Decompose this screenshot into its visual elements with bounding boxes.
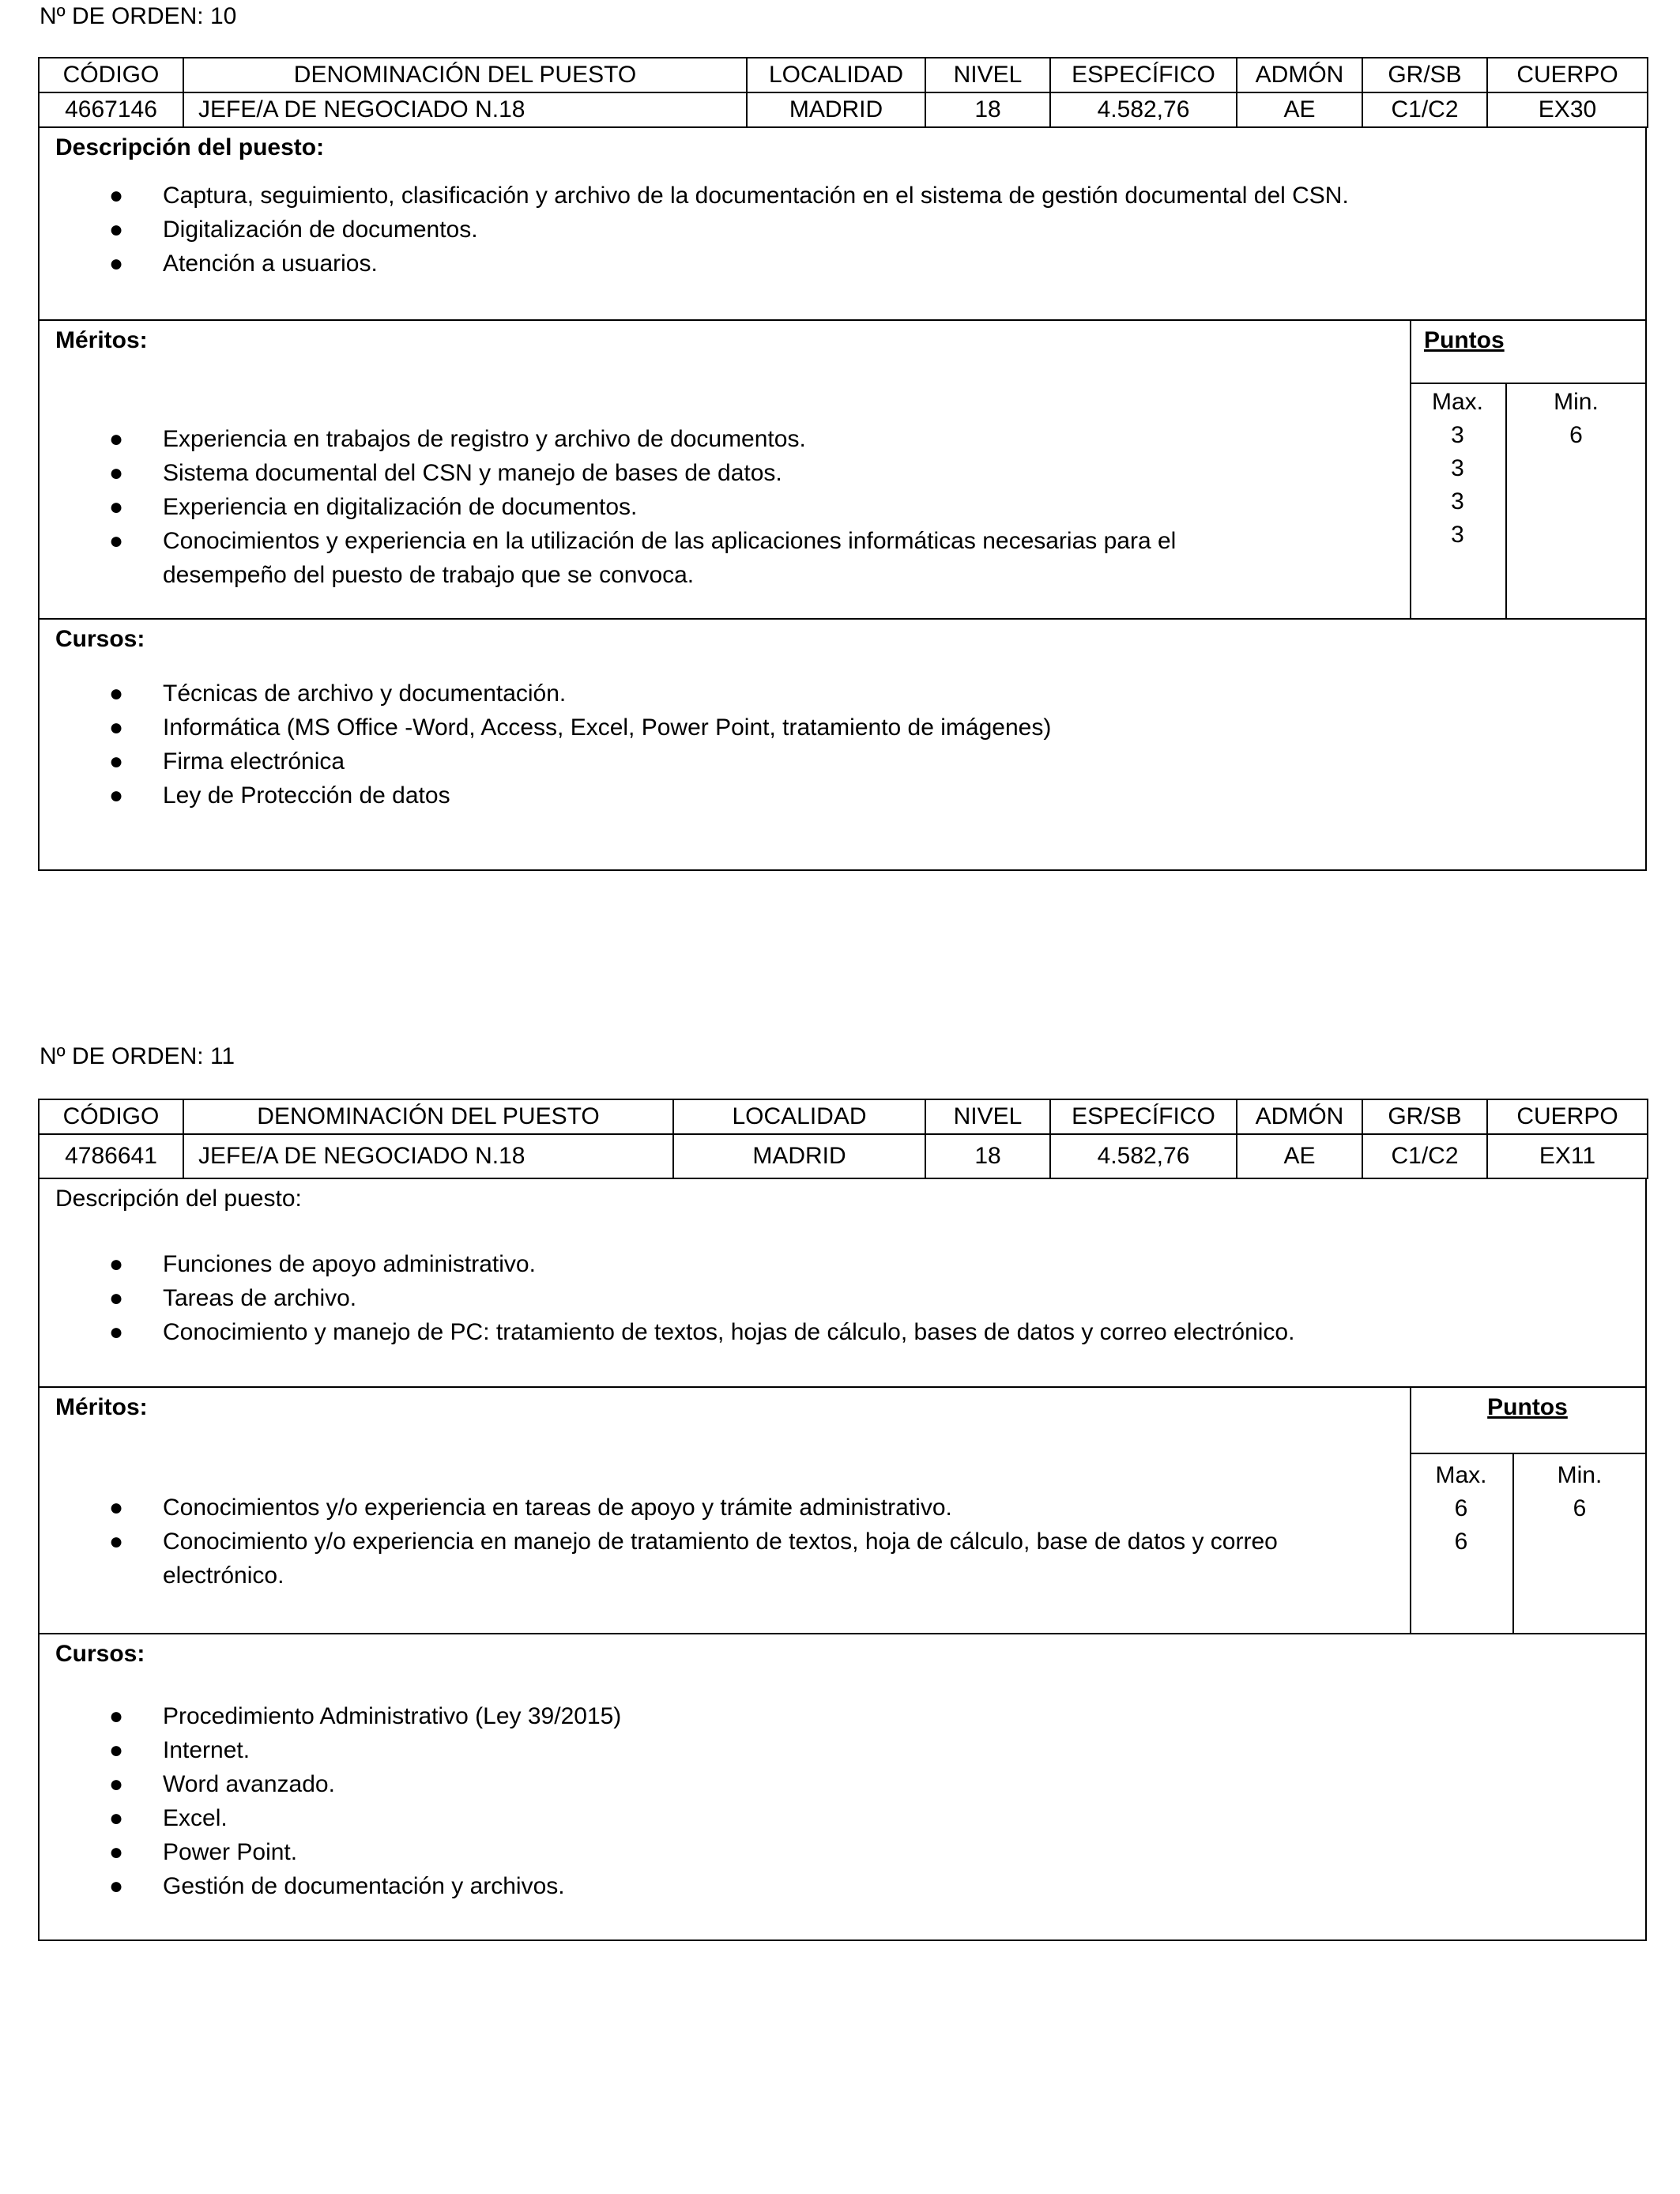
value-cell: MADRID	[673, 1134, 925, 1178]
bullet-icon: ●	[109, 714, 124, 741]
value-row	[39, 92, 1648, 127]
merits-content	[40, 321, 1411, 618]
value-cell: 18	[925, 1134, 1050, 1178]
header-cell: NIVEL	[925, 1099, 1050, 1134]
value-cell: EX11	[1487, 1134, 1648, 1178]
value-row	[39, 1134, 1648, 1178]
header-row	[39, 1099, 1648, 1134]
list-item: ● Power Point.	[40, 1835, 621, 1869]
points-max-column	[1410, 1459, 1512, 1633]
section-title: Descripción del puesto:	[55, 1186, 302, 1212]
merits-list	[40, 1491, 1383, 1593]
list-item: ● Ley de Protección de datos	[40, 778, 1051, 812]
min-value: 6	[1569, 422, 1583, 448]
order-number-label: Nº DE ORDEN: 10	[40, 3, 237, 29]
merits-section	[38, 321, 1647, 620]
points-title: Puntos	[1487, 1394, 1568, 1420]
list-item: ● Firma electrónica	[40, 745, 1051, 778]
max-value: 3	[1451, 422, 1464, 448]
bullet-icon: ●	[109, 217, 124, 243]
header-cell: CUERPO	[1487, 58, 1648, 92]
value-cell: MADRID	[747, 92, 925, 127]
value-cell: JEFE/A DE NEGOCIADO N.18	[183, 92, 747, 127]
order-number-label: Nº DE ORDEN: 11	[40, 1043, 235, 1069]
bullet-icon: ●	[109, 426, 124, 452]
job-block	[38, 1099, 1647, 1941]
header-cell: NIVEL	[925, 58, 1050, 92]
header-cell: DENOMINACIÓN DEL PUESTO	[183, 58, 747, 92]
bullet-icon: ●	[109, 1873, 124, 1899]
section-title: Méritos:	[55, 1394, 148, 1420]
courses-list	[40, 1699, 621, 1903]
header-cell: GR/SB	[1362, 1099, 1487, 1134]
value-cell: 4.582,76	[1050, 92, 1237, 127]
list-item: ● Conocimiento y manejo de PC: tratamiento de textos, hojas de cálculo, bases de datos y correo electrónico.	[40, 1315, 1294, 1349]
bullet-icon: ●	[109, 748, 124, 775]
list-item: ● Experiencia en digitalización de documentos.	[40, 490, 1304, 524]
header-cell: CÓDIGO	[39, 1099, 183, 1134]
bullet-icon: ●	[109, 1319, 124, 1345]
header-cell: GR/SB	[1362, 58, 1487, 92]
merits-content	[40, 1388, 1411, 1633]
value-cell: EX30	[1487, 92, 1648, 127]
bullet-icon: ●	[109, 1703, 124, 1729]
section-title: Descripción del puesto:	[55, 134, 325, 160]
job-block	[38, 57, 1647, 871]
bullet-icon: ●	[109, 1805, 124, 1831]
description-list	[40, 179, 1349, 281]
points-divider	[1410, 1453, 1645, 1454]
list-item: ● Conocimientos y experiencia en la utilización de las aplicaciones informáticas necesarias para el desempeño del puesto de trabajo que se convoca.	[40, 524, 1253, 592]
bullet-icon: ●	[109, 680, 124, 707]
min-value: 6	[1573, 1495, 1587, 1521]
min-label: Min.	[1557, 1462, 1603, 1488]
list-item: ● Experiencia en trabajos de registro y archivo de documentos.	[40, 422, 1304, 456]
courses-list	[40, 677, 1051, 812]
header-cell: CÓDIGO	[39, 58, 183, 92]
points-min-column	[1507, 386, 1645, 618]
job-header-table	[38, 57, 1648, 128]
section-title: Cursos:	[55, 1641, 145, 1667]
bullet-icon: ●	[109, 183, 124, 209]
section-title: Cursos:	[55, 626, 145, 652]
bullet-icon: ●	[109, 1737, 124, 1763]
description-section	[38, 128, 1647, 321]
max-value: 3	[1451, 522, 1464, 548]
value-cell: 4786641	[39, 1134, 183, 1178]
job-header-table	[38, 1099, 1648, 1179]
bullet-icon: ●	[109, 1251, 124, 1277]
value-cell: 4667146	[39, 92, 183, 127]
list-item: ● Atención a usuarios.	[40, 247, 1349, 281]
value-cell: 18	[925, 92, 1050, 127]
list-item: ● Funciones de apoyo administrativo.	[40, 1247, 1294, 1281]
value-cell: C1/C2	[1362, 1134, 1487, 1178]
bullet-icon: ●	[109, 1839, 124, 1865]
points-divider	[1410, 383, 1645, 384]
header-cell: LOCALIDAD	[673, 1099, 925, 1134]
points-min-column	[1514, 1459, 1645, 1633]
bullet-icon: ●	[109, 1529, 124, 1555]
max-value: 6	[1454, 1495, 1468, 1521]
value-cell: JEFE/A DE NEGOCIADO N.18	[183, 1134, 673, 1178]
description-list	[40, 1247, 1294, 1349]
list-item: ● Técnicas de archivo y documentación.	[40, 677, 1051, 711]
value-cell: C1/C2	[1362, 92, 1487, 127]
merits-section	[38, 1388, 1647, 1634]
points-max-column	[1410, 386, 1505, 618]
list-item: ● Tareas de archivo.	[40, 1281, 1294, 1315]
bullet-icon: ●	[109, 782, 124, 809]
bullet-icon: ●	[109, 460, 124, 486]
courses-section	[38, 1634, 1647, 1941]
max-label: Max.	[1435, 1462, 1487, 1488]
list-item: ● Excel.	[40, 1801, 621, 1835]
max-value: 3	[1451, 455, 1464, 481]
bullet-icon: ●	[109, 528, 124, 554]
header-cell: DENOMINACIÓN DEL PUESTO	[183, 1099, 673, 1134]
header-cell: ESPECÍFICO	[1050, 58, 1237, 92]
header-cell: CUERPO	[1487, 1099, 1648, 1134]
header-cell: ADMÓN	[1237, 1099, 1362, 1134]
max-value: 3	[1451, 488, 1464, 515]
min-label: Min.	[1554, 389, 1599, 415]
list-item: ● Internet.	[40, 1733, 621, 1767]
bullet-icon: ●	[109, 1495, 124, 1521]
list-item: ● Word avanzado.	[40, 1767, 621, 1801]
bullet-icon: ●	[109, 1285, 124, 1311]
bullet-icon: ●	[109, 251, 124, 277]
list-item: ● Procedimiento Administrativo (Ley 39/2015)	[40, 1699, 621, 1733]
value-cell: 4.582,76	[1050, 1134, 1237, 1178]
list-item: ● Informática (MS Office -Word, Access, Excel, Power Point, tratamiento de imágenes)	[40, 711, 1051, 745]
header-cell: LOCALIDAD	[747, 58, 925, 92]
courses-section	[38, 620, 1647, 871]
bullet-icon: ●	[109, 1771, 124, 1797]
max-label: Max.	[1431, 389, 1483, 415]
list-item: ● Gestión de documentación y archivos.	[40, 1869, 621, 1903]
list-item: ● Sistema documental del CSN y manejo de bases de datos.	[40, 456, 1304, 490]
header-cell: ADMÓN	[1237, 58, 1362, 92]
list-item: ● Digitalización de documentos.	[40, 213, 1349, 247]
section-title: Méritos:	[55, 327, 148, 353]
points-title: Puntos	[1424, 327, 1505, 353]
list-item: ● Captura, seguimiento, clasificación y archivo de la documentación en el sistema de gestión documental del CSN.	[40, 179, 1349, 213]
max-value: 6	[1454, 1529, 1468, 1555]
value-cell: AE	[1237, 92, 1362, 127]
bullet-icon: ●	[109, 494, 124, 520]
points-panel	[1410, 1388, 1645, 1633]
merits-list	[40, 422, 1304, 592]
points-panel	[1410, 321, 1645, 618]
list-item: ● Conocimientos y/o experiencia en tareas de apoyo y trámite administrativo.	[40, 1491, 1383, 1525]
description-section	[38, 1179, 1647, 1388]
header-cell: ESPECÍFICO	[1050, 1099, 1237, 1134]
list-item: ● Conocimiento y/o experiencia en manejo de tratamiento de textos, hoja de cálculo, base de datos y correo electrónico.	[40, 1525, 1372, 1593]
header-row	[39, 58, 1648, 92]
value-cell: AE	[1237, 1134, 1362, 1178]
